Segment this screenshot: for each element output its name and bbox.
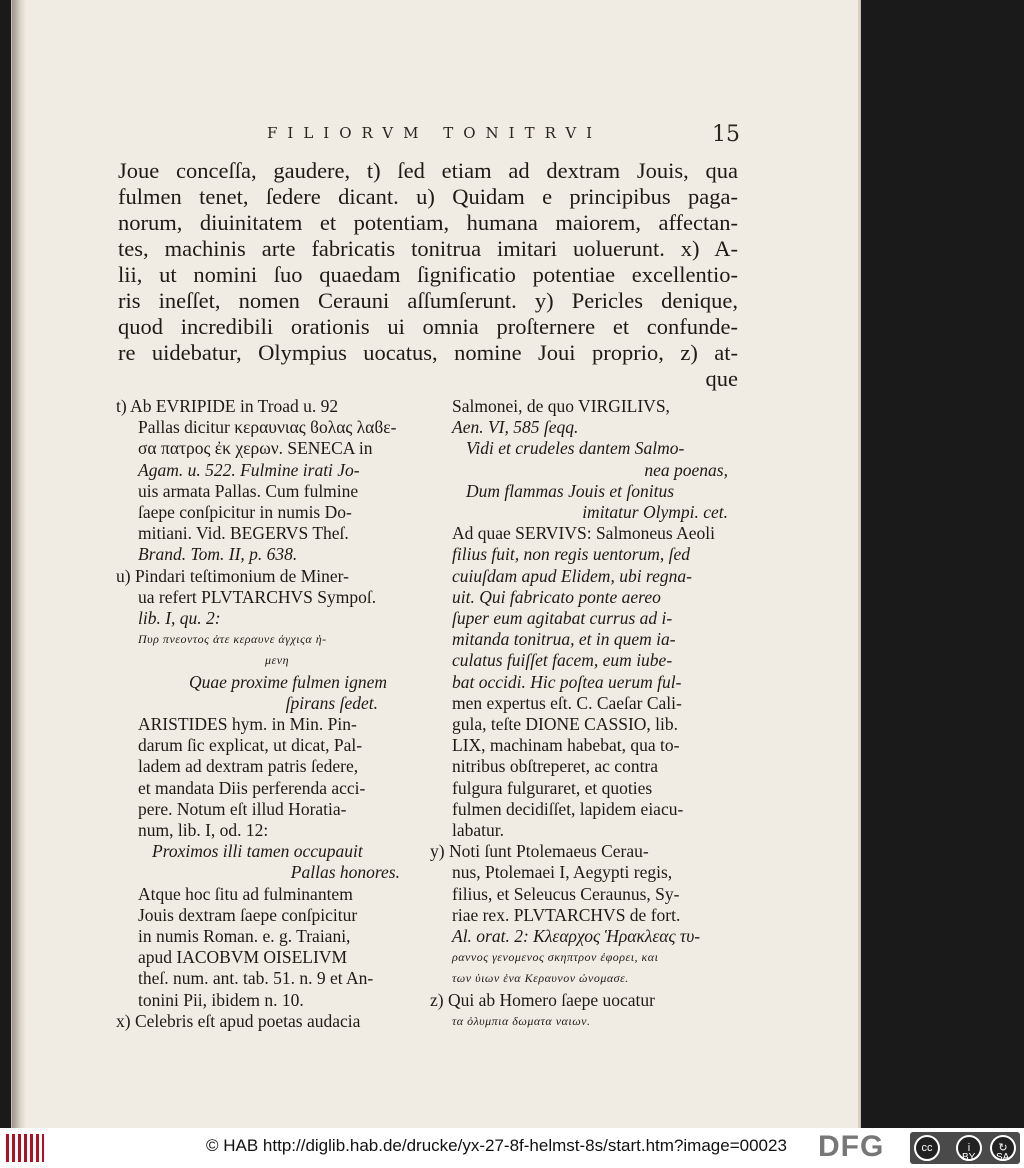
main-text-line: norum, diuinitatem et potentiam, humana maiorem, affectan-	[118, 210, 738, 235]
footnote-line: z) Qui ab Homero ſaepe uocatur	[430, 989, 655, 1010]
catchword: que	[705, 366, 738, 391]
footnote-quote-line: nea poenas,	[644, 459, 728, 480]
footnotes-left-column	[116, 396, 438, 1032]
footnote-line: ſuper eum agitabat currus ad i-	[452, 608, 673, 629]
copyright-link[interactable]: © HAB http://diglib.hab.de/drucke/yx-27-8f-helmst-8s/start.htm?image=00023	[206, 1136, 787, 1155]
footnote-quote-line: Pallas honores.	[290, 862, 400, 883]
footnote-line: ua refert PLVTARCHVS Sympoſ.	[138, 586, 377, 607]
main-text-line: lii, ut nomini ſuo quaedam ſignificatio potentiae excellentio-	[118, 262, 738, 287]
cc-icon: cc	[914, 1135, 940, 1161]
by-icon: i	[956, 1135, 982, 1161]
book-page	[12, 0, 860, 1128]
footnote-line: in numis Roman. e. g. Traiani,	[138, 926, 351, 947]
footnote-quote-line: ſpirans ſedet.	[285, 692, 378, 713]
footnote-line: cuiuſdam apud Elidem, ubi regna-	[452, 565, 692, 586]
footnote-line: fulmen decidiſſet, lapidem eiacu-	[452, 798, 684, 819]
library-logo-icon	[6, 1134, 44, 1162]
dfg-logo: DFG	[818, 1130, 885, 1163]
main-text-line: ris ineſſet, nomen Cerauni aſſumſerunt. y) Pericles denique,	[118, 288, 738, 313]
license-sa-label: SA	[996, 1152, 1010, 1163]
footnote-line: bat occidi. Hic poſtea uerum ful-	[452, 671, 682, 692]
footnote-line: men expertus eſt. C. Caeſar Cali-	[452, 692, 682, 713]
footnote-line: pere. Notum eſt illud Horatia-	[138, 798, 347, 819]
footnote-line: filius fuit, non regis uentorum, ſed	[452, 544, 691, 565]
footnote-line: ladem ad dextram patris ſedere,	[138, 756, 359, 777]
footnote-greek-line: μενη	[264, 653, 290, 668]
footnote-line: lib. I, qu. 2:	[138, 608, 221, 629]
footnote-quote-line: imitatur Olympi. cet.	[582, 502, 728, 523]
footnote-line: Al. orat. 2: Κλεαρχος Ἡρακλεας τυ-	[452, 926, 701, 947]
footnote-line: num, lib. I, od. 12:	[138, 820, 269, 841]
footnote-quote-line: Dum flammas Jouis et ſonitus	[466, 480, 675, 501]
license-by-label: BY	[962, 1152, 976, 1163]
footnote-line: mitiani. Vid. BEGERVS Theſ.	[138, 523, 349, 544]
footnote-line: theſ. num. ant. tab. 51. n. 9 et An-	[138, 968, 374, 989]
main-text-line: fulmen tenet, ſedere dicant. u) Quidam e principibus paga-	[118, 184, 738, 209]
footnote-greek-line: τα ὀλυμπια δωματα ναιων.	[452, 1013, 591, 1028]
footnote-line: Jouis dextram ſaepe conſpicitur	[138, 904, 358, 925]
running-title: FILIORVM TONITRVI	[267, 124, 603, 142]
footnote-line: LIX, machinam habebat, qua to-	[452, 735, 680, 756]
footnote-line: σα πατρος ἐκ χερων. SENECA in	[138, 438, 373, 459]
footnote-line: Pallas dicitur κεραυνιας ϐολας λαϐε-	[138, 417, 397, 438]
footnote-line: et mandata Diis perferenda acci-	[138, 777, 366, 798]
footnote-line: t) Ab EVRIPIDE in Troad u. 92	[116, 396, 339, 416]
footnote-line: Aen. VI, 585 ſeqq.	[452, 417, 579, 438]
footnotes-right-column	[430, 396, 750, 1032]
footnote-line: nitribus obſtreperet, ac contra	[452, 756, 659, 777]
footnote-greek-line: Πυρ πνεοντος ἁτε κεραυνε ἀγχιςα ἡ-	[138, 632, 327, 647]
footnote-line: x) Celebris eſt apud poetas audacia	[116, 1010, 361, 1031]
footnote-line: riae rex. PLVTARCHVS de fort.	[452, 904, 681, 925]
footnote-line: ſaepe conſpicitur in numis Do-	[138, 502, 352, 523]
footnote-line: uit. Qui fabricato ponte aereo	[452, 586, 661, 607]
sa-icon: ↻	[990, 1135, 1016, 1161]
footnote-greek-line: ραννος γενομενος σκηπτρον ἐφορει, και	[452, 950, 659, 965]
footnote-line: Ad quae SERVIVS: Salmoneus Aeoli	[452, 523, 716, 544]
page-gutter	[12, 0, 26, 1128]
footnote-line: ARISTIDES hym. in Min. Pin-	[138, 714, 357, 735]
main-text-line: tes, machinis arte fabricatis tonitrua imitari uoluerunt. x) A-	[118, 236, 738, 261]
footnote-greek-line: των ὑιων ἑνα Κεραυνον ὠνομασε.	[452, 971, 629, 986]
footnote-line: Atque hoc ſitu ad fulminantem	[138, 883, 353, 904]
main-text-line: re uidebatur, Olympius uocatus, nomine Joui proprio, z) at-	[118, 340, 738, 365]
page-number: 15	[712, 122, 740, 147]
footnote-quote-line: Vidi et crudeles dantem Salmo-	[466, 438, 685, 459]
footnote-quote-line: Proximos illi tamen occupauit	[152, 841, 363, 862]
cc-license-badge[interactable]	[910, 1132, 1020, 1164]
footnote-line: labatur.	[452, 820, 504, 841]
footnote-line: nus, Ptolemaei I, Aegypti regis,	[452, 862, 673, 883]
footnote-line: Agam. u. 522. Fulmine irati Jo-	[138, 459, 360, 480]
footnote-line: y) Noti ſunt Ptolemaeus Cerau-	[430, 841, 649, 862]
main-text-block	[118, 158, 738, 392]
footnote-line: Brand. Tom. II, p. 638.	[138, 544, 298, 565]
footnote-line: gula, teſte DIONE CASSIO, lib.	[452, 714, 679, 735]
viewer-footer	[0, 1128, 1024, 1168]
footnote-line: apud IACOBVM OISELIVM	[138, 947, 348, 968]
footnote-line: uis armata Pallas. Cum fulmine	[138, 480, 359, 501]
footnote-quote-line: Quae proxime fulmen ignem	[188, 671, 388, 692]
footnote-line: u) Pindari teſtimonium de Miner-	[116, 565, 349, 586]
main-text-line: Joue conceſſa, gaudere, t) ſed etiam ad dextram Jouis, qua	[118, 158, 738, 183]
footnote-line: fulgura fulguraret, et quoties	[452, 777, 653, 798]
footnote-line: Salmonei, de quo VIRGILIVS,	[452, 396, 670, 416]
main-text-line: quod incredibili orationis ui omnia proſternere et confunde-	[118, 314, 738, 339]
footnote-line: filius, et Seleucus Ceraunus, Sy-	[452, 883, 680, 904]
footnote-line: mitanda tonitrua, et in quem ia-	[452, 629, 676, 650]
footnote-line: darum ſic explicat, ut dicat, Pal-	[138, 735, 363, 756]
footnote-line: tonini Pii, ibidem n. 10.	[138, 989, 304, 1010]
footnote-line: culatus fuiſſet facem, eum iube-	[452, 650, 673, 671]
